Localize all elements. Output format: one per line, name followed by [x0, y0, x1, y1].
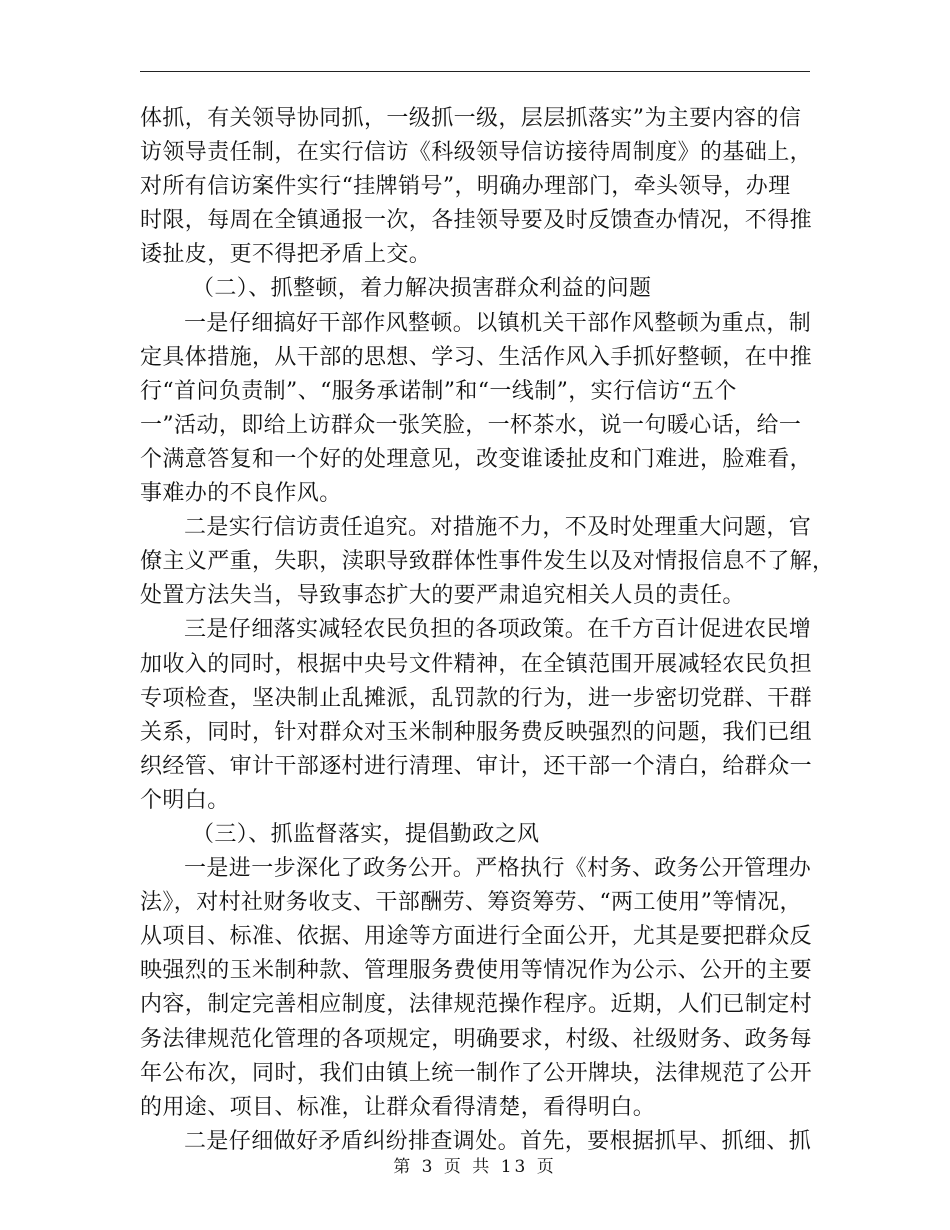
- section-heading: （二）、抓整顿，着力解决损害群众利益的问题: [192, 276, 652, 302]
- paragraph-line: 年公布次，同时，我们由镇上统一制作了公开牌块，法律规范了公开: [140, 1060, 813, 1086]
- paragraph-line: 二是仔细做好矛盾纠纷排查调处。首先，要根据抓早、抓细、抓: [184, 1128, 812, 1154]
- paragraph-line: 关系，同时，针对群众对玉米制种服务费反映强烈的问题，我们已组: [140, 719, 813, 745]
- header-rule: [140, 71, 810, 72]
- paragraph-line: 一是进一步深化了政务公开。严格执行《村务、政务公开管理办: [184, 856, 812, 882]
- paragraph-line: 映强烈的玉米制种款、管理服务费使用等情况作为公示、公开的主要: [140, 958, 813, 984]
- paragraph-line: 三是仔细落实减轻农民负担的各项政策。在千方百计促进农民增: [184, 617, 812, 643]
- paragraph-line: 内容，制定完善相应制度，法律规范操作程序。近期，人们已制定村: [140, 992, 813, 1018]
- paragraph-line: 的用途、项目、标准，让群众看得清楚，看得明白。: [140, 1094, 656, 1120]
- paragraph-line: 二是实行信访责任追究。对措施不力，不及时处理重大问题，官: [184, 515, 812, 541]
- paragraph-line: 体抓，有关领导协同抓，一级抓一级，层层抓落实”为主要内容的信: [140, 106, 802, 131]
- paragraph-line: 时限，每周在全镇通报一次，各挂领导要及时反馈查办情况，不得推: [140, 208, 813, 234]
- paragraph-line: 处置方法失当，导致事态扩大的要严肃追究相关人员的责任。: [140, 583, 745, 609]
- page-number-footer: 第 3 页 共 13 页: [393, 1157, 557, 1177]
- paragraph-line: 访领导责任制，在实行信访《科级领导信访接待周制度》的基础上，: [140, 140, 813, 166]
- paragraph-line: 僚主义严重，失职，渎职导致群体性事件发生以及对情报信息不了解，: [140, 549, 835, 575]
- paragraph-line: 定具体措施，从干部的思想、学习、生活作风入手抓好整顿，在中推: [140, 344, 813, 370]
- paragraph-line: 对所有信访案件实行“挂牌销号”，明确办理部门，牵头领导，办理: [140, 174, 791, 200]
- paragraph-line: 一是仔细搞好干部作风整顿。以镇机关干部作风整顿为重点，制: [184, 310, 812, 336]
- section-heading: （三）、抓监督落实，提倡勤政之风: [192, 821, 540, 847]
- paragraph-line: 个明白。: [140, 787, 230, 813]
- paragraph-line: 专项检查，坚决制止乱摊派，乱罚款的行为，进一步密切党群、干群: [140, 685, 813, 711]
- paragraph-line: 诿扯皮，更不得把矛盾上交。: [140, 242, 432, 268]
- paragraph-line: 事难办的不良作风。: [140, 481, 342, 507]
- paragraph-line: 务法律规范化管理的各项规定，明确要求，村级、社级财务、政务每: [140, 1026, 813, 1052]
- paragraph-line: 法》，对村社财务收支、干部酬劳、筹资筹劳、“两工使用”等情况，: [140, 890, 802, 916]
- paragraph-line: 一”活动，即给上访群众一张笑脸，一杯茶水，说一句暖心话，给一: [140, 412, 802, 438]
- body-text: [140, 102, 835, 1159]
- paragraph-line: 从项目、标准、依据、用途等方面进行全面公开，尤其是要把群众反: [140, 924, 813, 950]
- paragraph-line: 织经管、审计干部逐村进行清理、审计，还干部一个清白，给群众一: [140, 753, 813, 779]
- paragraph-line: 行“首问负责制”、“服务承诺制”和“一线制”，实行信访“五个: [140, 378, 737, 404]
- paragraph-line: 加收入的同时，根据中央号文件精神，在全镇范围开展减轻农民负担: [140, 651, 813, 677]
- paragraph-line: 个满意答复和一个好的处理意见，改变谁诿扯皮和门难进，脸难看，: [140, 446, 813, 472]
